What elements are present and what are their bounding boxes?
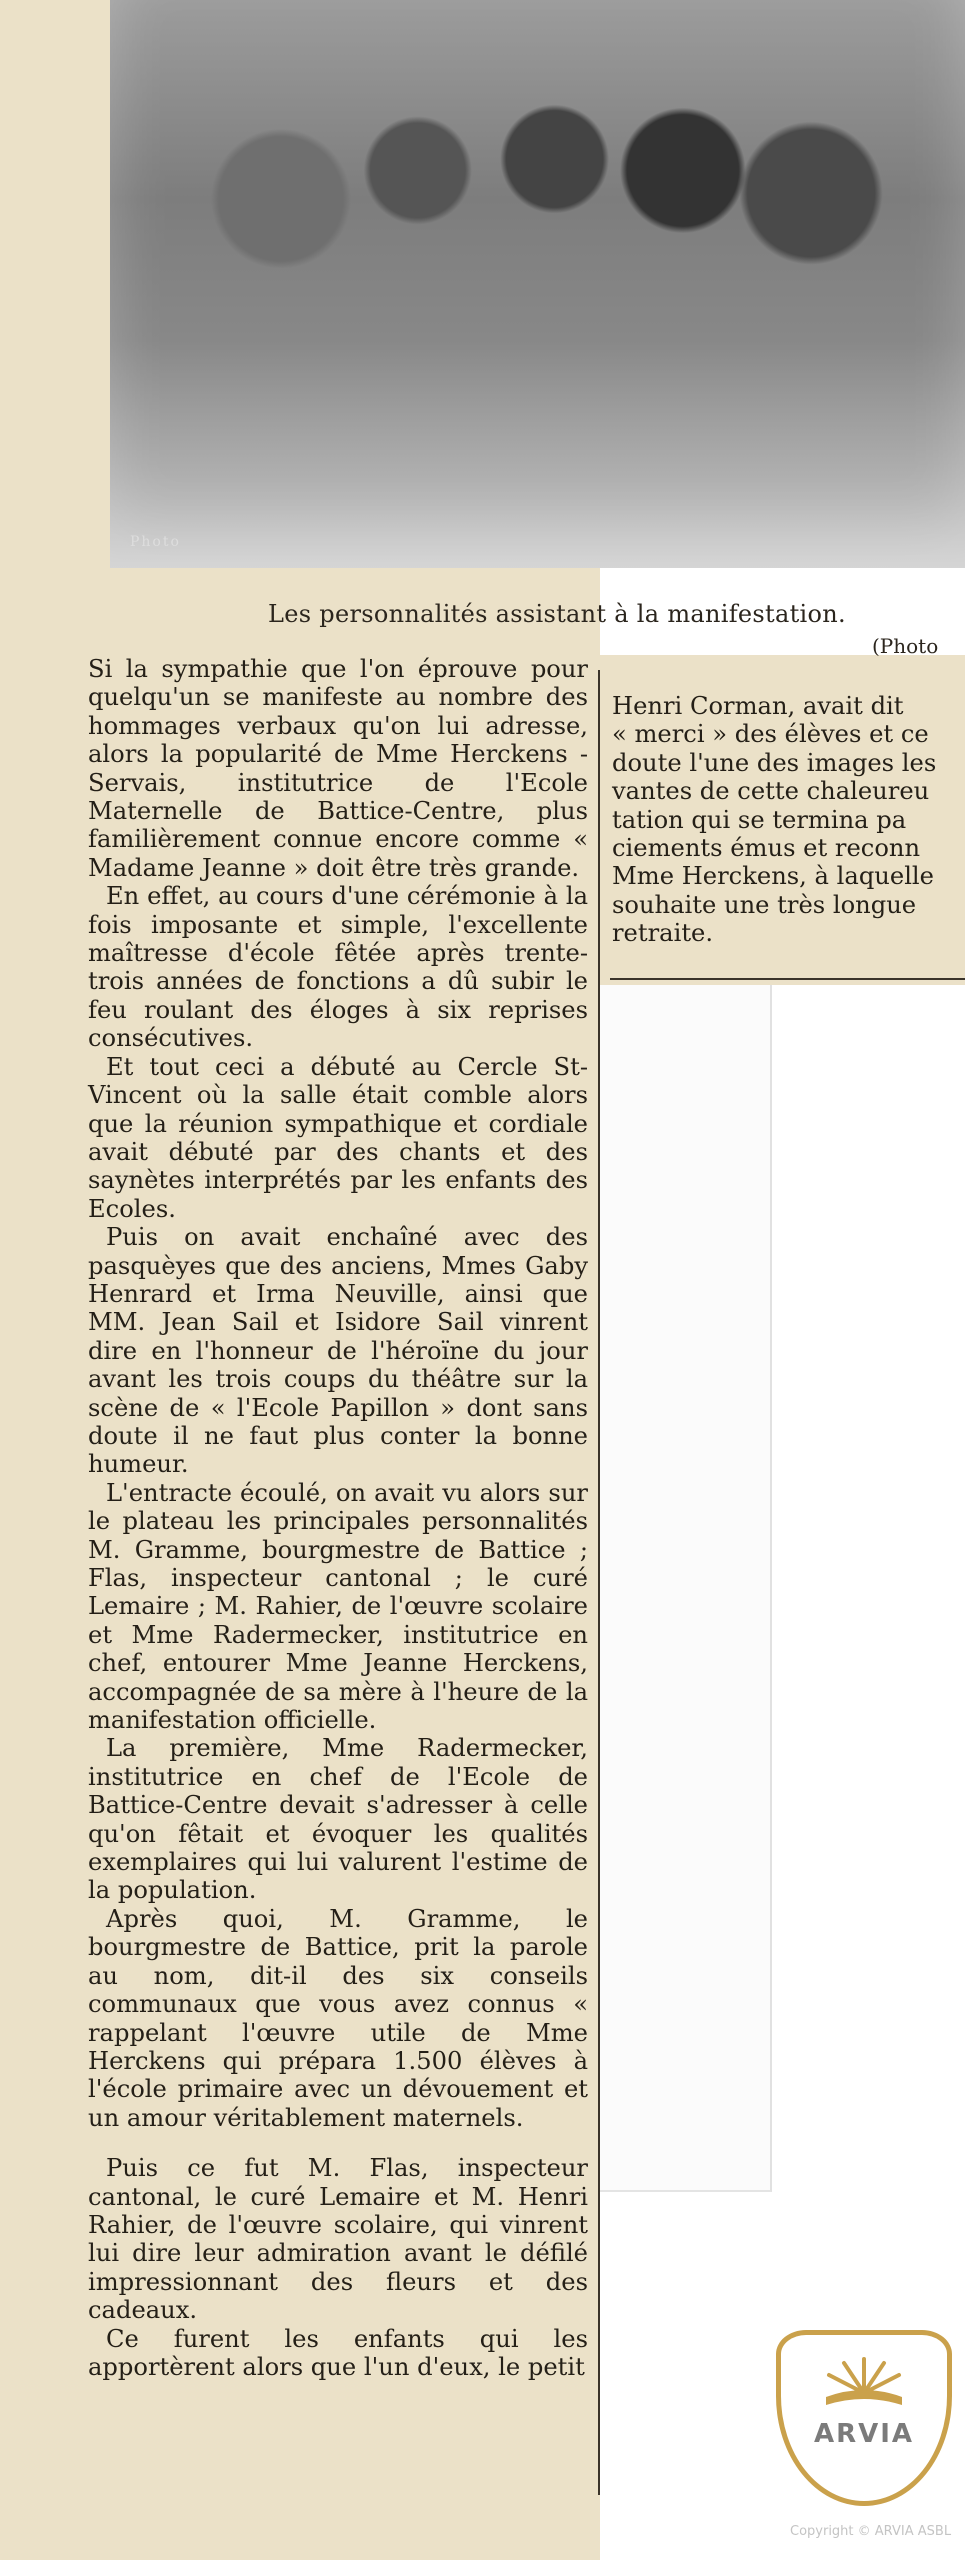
paragraph: La première, Mme Radermecker, institutrice en chef de l'Ecole de Battice-Centre devait s'adresser à celle qu'on fêtait et évoquer les qualités exemplaires qui lui valurent l'estime de la population. (88, 1734, 588, 1905)
sunburst-book-icon (814, 2353, 914, 2409)
paragraph: En effet, au cours d'une cérémonie à la fois imposante et simple, l'excellente maîtresse d'école fêtée après trente-trois années de fonctions a dû subir le feu roulant des éloges à six reprises consécutives. (88, 882, 588, 1053)
article-right-column: Henri Corman, avait dit « merci » des élèves et ce doute l'une des images les vantes de cette chaleureu tation qui se termina pa ciements émus et reconn Mme Herckens, à laquelle souhaite une très longue retraite. (612, 692, 937, 948)
article-left-column (88, 655, 588, 2381)
paragraph: Puis ce fut M. Flas, inspecteur cantonal, le curé Lemaire et M. Henri Rahier, de l'œuvre scolaire, qui vinrent lui dire leur admiration avant le défilé impressionnant des fleurs et des cadeaux. (88, 2154, 588, 2325)
backing-sheet (600, 985, 772, 2192)
paragraph: Après quoi, M. Gramme, le bourgmestre de Battice, prit la parole au nom, dit-il des six conseils communaux que vous avez connus « rappelant l'œuvre utile de Mme Herckens qui prépara 1.500 élèves à l'école primaire avec un dévouement et un amour véritablement maternels. (88, 1904, 588, 2132)
paragraph: Puis on avait enchaîné avec des pasquèyes que des anciens, Mmes Gaby Henrard et Irma Neuville, ainsi que MM. Jean Sail et Isidore Sail vinrent dire en l'honneur de l'héroïne du jour avant les trois coups du théâtre sur la scène de « l'Ecole Papillon » dont sans doute il ne faut plus conter la bonne humeur. (88, 1223, 588, 1479)
arvia-logo (776, 2330, 952, 2506)
right-column-bottom-rule (610, 978, 965, 980)
paragraph: Ce furent les enfants qui les apportèrent alors que l'un d'eux, le petit (88, 2324, 588, 2381)
copyright-notice: Copyright © ARVIA ASBL (790, 2524, 952, 2539)
paragraph: Si la sympathie que l'on éprouve pour quelqu'un se manifeste au nombre des hommages verbaux qu'on lui adresse, alors la popularité de Mme Herckens - Servais, institutrice de l'Ecole Maternelle de Battice-Centre, plus familièrement connue encore comme « Madame Jeanne » doit être très grande. (88, 655, 588, 882)
logo-wordmark: ARVIA (813, 2419, 915, 2449)
paragraph: L'entracte écoulé, on avait vu alors sur le plateau les principales personnalités M. Gramme, bourgmestre de Battice ; Flas, inspecteur cantonal ; le curé Lemaire ; M. Rahier, de l'œuvre scolaire et Mme Radermecker, institutrice en chef, entourer Mme Jeanne Herckens, accompagnée de sa mère à l'heure de la manifestation officielle. (88, 1478, 588, 1735)
paragraph: Et tout ceci a débuté au Cercle St-Vincent où la salle était comble alors que la réunion sympathique et cordiale avait débuté par des chants et des saynètes interprétés par les enfants des Ecoles. (88, 1052, 588, 1223)
photo-credit: (Photo (872, 634, 939, 658)
photo-label: Photo (130, 534, 181, 550)
column-divider (598, 670, 600, 2495)
photo-caption: Les personnalités assistant à la manifestation. (268, 600, 846, 628)
event-photo (110, 0, 965, 568)
